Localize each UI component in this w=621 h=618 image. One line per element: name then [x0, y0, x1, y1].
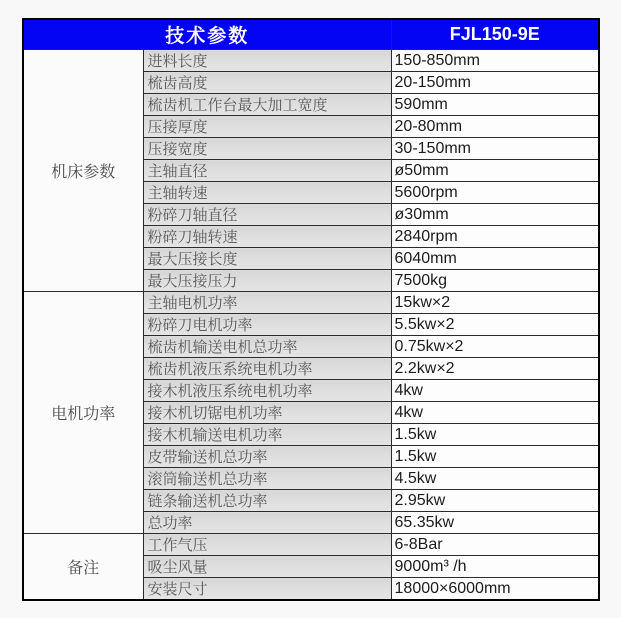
param-name-cell: 安装尺寸 [143, 578, 391, 601]
param-value-cell: 150-850mm [391, 50, 599, 72]
param-value-cell: 20-80mm [391, 116, 599, 138]
technical-parameters-table [22, 18, 600, 601]
group-label: 机床参数 [23, 50, 143, 292]
param-value-cell: 20-150mm [391, 72, 599, 94]
param-value-cell: 18000×6000mm [391, 578, 599, 601]
param-value-cell: ø30mm [391, 204, 599, 226]
param-name-cell: 接木机液压系统电机功率 [143, 380, 391, 402]
param-name-cell: 梳齿高度 [143, 72, 391, 94]
param-name-cell: 粉碎刀电机功率 [143, 314, 391, 336]
param-value-cell: 30-150mm [391, 138, 599, 160]
param-name-cell: 最大压接压力 [143, 270, 391, 292]
param-value-cell: 4.5kw [391, 468, 599, 490]
param-value-cell: 590mm [391, 94, 599, 116]
param-name-cell: 最大压接长度 [143, 248, 391, 270]
group-label: 备注 [23, 534, 143, 601]
param-value-cell: 6040mm [391, 248, 599, 270]
spec-sheet [22, 18, 600, 601]
param-name-cell: 粉碎刀轴转速 [143, 226, 391, 248]
param-name-cell: 主轴直径 [143, 160, 391, 182]
param-value-cell: 5600rpm [391, 182, 599, 204]
param-value-cell: 65.35kw [391, 512, 599, 534]
param-value-cell: 1.5kw [391, 446, 599, 468]
param-name-cell: 主轴电机功率 [143, 292, 391, 314]
param-value-cell: 0.75kw×2 [391, 336, 599, 358]
param-value-cell: 2840rpm [391, 226, 599, 248]
param-name-cell: 总功率 [143, 512, 391, 534]
param-value-cell: 9000m³ /h [391, 556, 599, 578]
param-name-cell: 链条输送机总功率 [143, 490, 391, 512]
param-name-cell: 工作气压 [143, 534, 391, 556]
param-name-cell: 压接厚度 [143, 116, 391, 138]
param-name-cell: 进料长度 [143, 50, 391, 72]
param-name-cell: 梳齿机工作台最大加工宽度 [143, 94, 391, 116]
table-title: 技术参数 [23, 19, 391, 50]
param-value-cell: 15kw×2 [391, 292, 599, 314]
group-label: 电机功率 [23, 292, 143, 534]
param-name-cell: 粉碎刀轴直径 [143, 204, 391, 226]
param-value-cell: 6-8Bar [391, 534, 599, 556]
table-header-row [23, 19, 599, 50]
spec-row [23, 50, 599, 72]
param-name-cell: 接木机输送电机功率 [143, 424, 391, 446]
param-value-cell: 4kw [391, 380, 599, 402]
param-value-cell: ø50mm [391, 160, 599, 182]
param-name-cell: 梳齿机输送电机总功率 [143, 336, 391, 358]
param-value-cell: 5.5kw×2 [391, 314, 599, 336]
param-value-cell: 4kw [391, 402, 599, 424]
table-body [23, 50, 599, 601]
param-name-cell: 滚筒输送机总功率 [143, 468, 391, 490]
param-value-cell: 2.95kw [391, 490, 599, 512]
param-value-cell: 1.5kw [391, 424, 599, 446]
param-name-cell: 梳齿机液压系统电机功率 [143, 358, 391, 380]
param-name-cell: 主轴转速 [143, 182, 391, 204]
param-name-cell: 皮带输送机总功率 [143, 446, 391, 468]
param-value-cell: 7500kg [391, 270, 599, 292]
spec-row [23, 534, 599, 556]
model-number: FJL150-9E [391, 19, 599, 50]
spec-row [23, 292, 599, 314]
param-name-cell: 压接宽度 [143, 138, 391, 160]
param-name-cell: 接木机切锯电机功率 [143, 402, 391, 424]
param-name-cell: 吸尘风量 [143, 556, 391, 578]
param-value-cell: 2.2kw×2 [391, 358, 599, 380]
